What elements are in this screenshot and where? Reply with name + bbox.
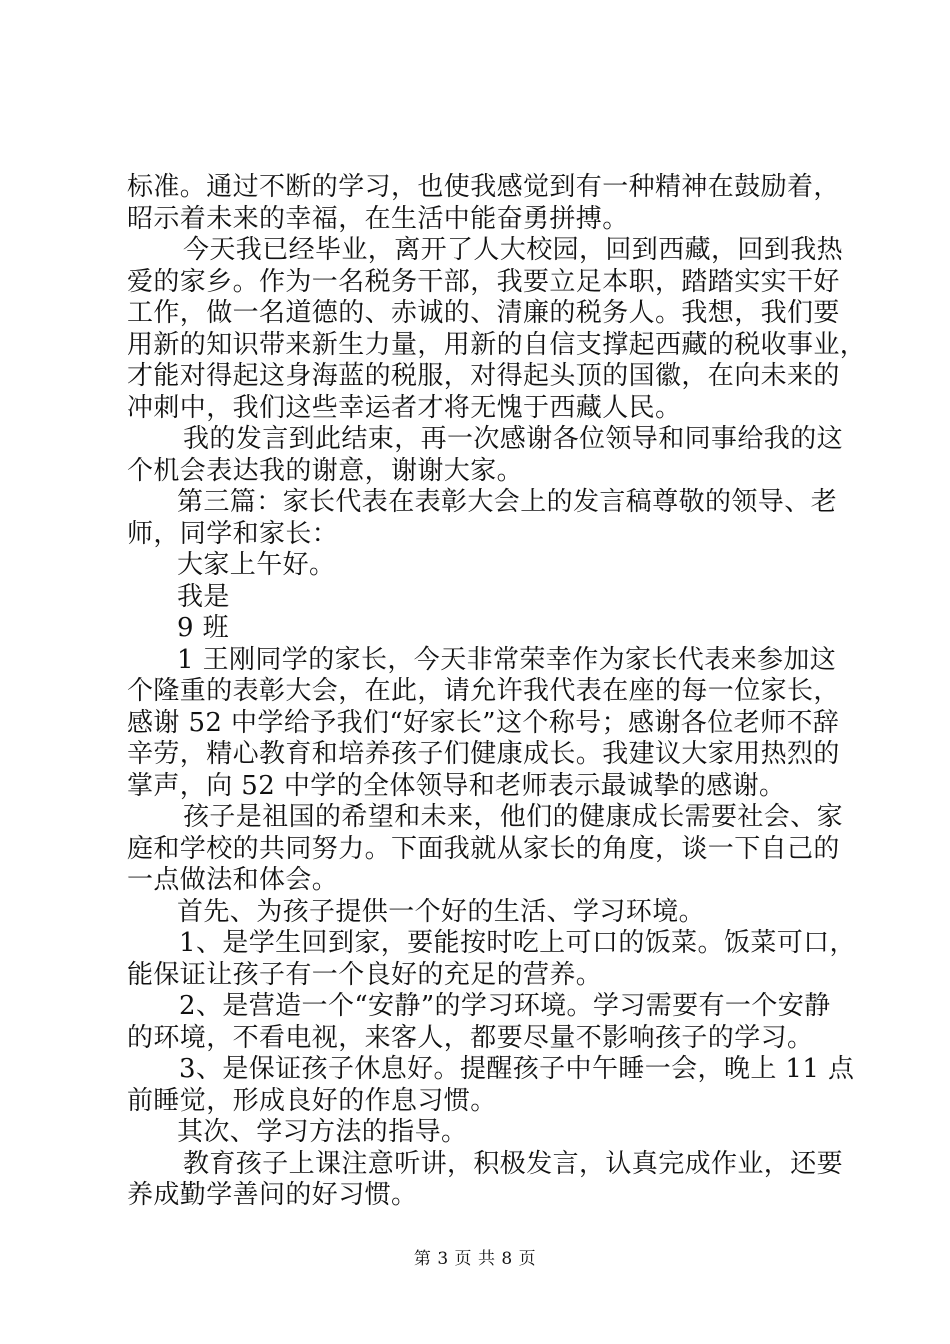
text-line: 的环境，不看电视，来客人，都要尽量不影响孩子的学习。 [127, 1022, 814, 1053]
text-line: 其次、学习方法的指导。 [177, 1117, 468, 1147]
text-line: 用新的知识带来新生力量，用新的自信支撑起西藏的税收事业， [127, 329, 867, 360]
text-line: 我的发言到此结束，再一次感谢各位领导和同事给我的这 [183, 424, 844, 454]
text-line: 9 班 [177, 613, 230, 643]
text-line: 工作，做一名道德的、赤诚的、清廉的税务人。我想，我们要 [127, 298, 840, 328]
text-line: 冲刺中，我们这些幸运者才将无愧于西藏人民。 [127, 392, 682, 423]
text-line: 1、是学生回到家，要能按时吃上可口的饭菜。饭菜可口， [179, 928, 856, 958]
text-line: 个隆重的表彰大会，在此，请允许我代表在座的每一位家长， [127, 676, 840, 706]
text-line: 前睡觉，形成良好的作息习惯。 [127, 1085, 497, 1116]
text-line: 能保证让孩子有一个良好的充足的营养。 [127, 959, 603, 990]
text-line: 才能对得起这身海蓝的税服，对得起头顶的国徽，在向未来的 [127, 361, 840, 391]
text-line: 爱的家乡。作为一名税务干部，我要立足本职，踏踏实实干好 [127, 266, 840, 297]
text-line: 掌声，向 52 中学的全体领导和老师表示最诚挚的感谢。 [127, 770, 786, 801]
text-line: 首先、为孩子提供一个好的生活、学习环境。 [177, 896, 706, 927]
text-line: 辛劳，精心教育和培养孩子们健康成长。我建议大家用热烈的 [127, 739, 840, 769]
text-line: 养成勤学善问的好习惯。 [127, 1180, 418, 1210]
text-line: 第三篇：家长代表在表彰大会上的发言稿尊敬的领导、老 [177, 487, 838, 517]
text-line: 昭示着未来的幸福，在生活中能奋勇拼搏。 [127, 203, 629, 234]
text-line: 2、是营造一个“安静”的学习环境。学习需要有一个安静 [179, 991, 831, 1021]
text-line: 感谢 52 中学给予我们“好家长”这个称号；感谢各位老师不辞 [127, 707, 840, 738]
text-line: 我是 [177, 581, 230, 612]
text-line: 个机会表达我的谢意，谢谢大家。 [127, 455, 524, 486]
page-footer: 第 3 页 共 8 页 [413, 1249, 537, 1269]
text-line: 1 王刚同学的家长，今天非常荣幸作为家长代表来参加这 [177, 644, 837, 675]
text-line: 一点做法和体会。 [127, 865, 339, 895]
text-line: 孩子是祖国的希望和未来，他们的健康成长需要社会、家 [183, 802, 844, 832]
text-line: 标准。通过不断的学习，也使我感觉到有一种精神在鼓励着， [127, 172, 840, 202]
text-line: 3、是保证孩子休息好。提醒孩子中午睡一会，晚上 11 点 [179, 1054, 855, 1084]
text-line: 师，同学和家长： [127, 518, 339, 549]
text-line: 教育孩子上课注意听讲，积极发言，认真完成作业，还要 [183, 1148, 844, 1179]
document-body [127, 172, 867, 1212]
text-line: 今天我已经毕业，离开了人大校园，回到西藏，回到我热 [183, 235, 844, 265]
text-line: 庭和学校的共同努力。下面我就从家长的角度，谈一下自己的 [127, 833, 840, 864]
text-line: 大家上午好。 [177, 550, 336, 580]
